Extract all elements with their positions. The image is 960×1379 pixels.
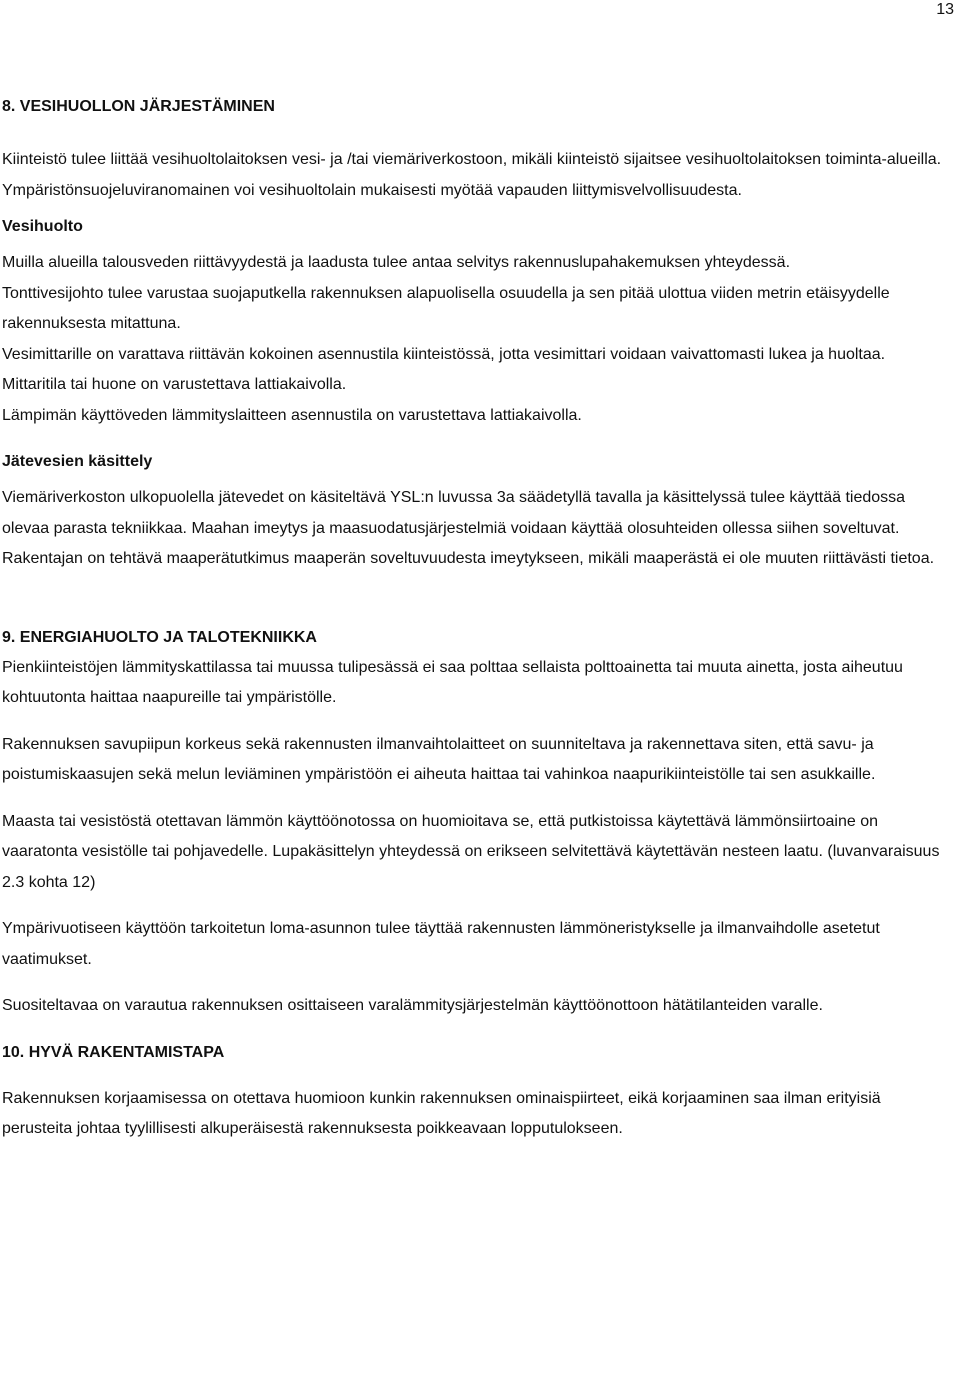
document-body (2, 92, 952, 1145)
vesihuolto-paragraph-1: Muilla alueilla talousveden riittävyydestä ja laadusta tulee antaa selvitys rakennuslupahakemuksen yhteydessä. (2, 254, 791, 271)
section-9-paragraph-2: Rakennuksen savupiipun korkeus sekä rakennusten ilmanvaihtolaitteet on suunniteltava ja rakennettava siten, että savu- ja poistumiskaasujen sekä melun leviäminen ympäristöön ei aiheuta haittaa tai vahinkoa naapurikiinteistölle tai sen asukkaille. (2, 735, 876, 783)
vesihuolto-heading: Vesihuolto (2, 218, 83, 235)
vesihuolto-paragraph-4: Lämpimän käyttöveden lämmityslaitteen asennustila on varustettava lattiakaivolla. (2, 406, 582, 424)
section-8-heading: 8. VESIHUOLLON JÄRJESTÄMINEN (2, 98, 275, 115)
section-9-paragraph-3: Maasta tai vesistöstä otettavan lämmön käyttöönotossa on huomioitava se, että putkistoissa käytettävä lämmönsiirtoaine on vaaratonta vesistölle tai pohjavedelle. Lupakäsittelyn yhteydessä on erikseen selvitettävä käytettävän nesteen laatu. (luvanvaraisuus 2.3 kohta 12) (2, 812, 940, 891)
section-9-paragraph-4: Ympärivuotiseen käyttöön tarkoitetun loma-asunnon tulee täyttää rakennusten lämmöneristykselle ja ilmanvaihdolle asetetut vaatimukset. (2, 920, 880, 968)
section-10-paragraph-1: Rakennuksen korjaamisessa on otettava huomioon kunkin rakennuksen ominaispiirteet, eikä korjaaminen saa ilman erityisiä perusteita johtaa tyylillisesti alkuperäisestä rakennuksesta poikkeavaan lopputulokseen. (2, 1089, 881, 1137)
jatevesi-heading: Jätevesien käsittely (2, 453, 153, 470)
section-9-heading: 9. ENERGIAHUOLTO JA TALOTEKNIIKKA (2, 628, 317, 646)
section-9-paragraph-5: Suositeltavaa on varautua rakennuksen osittaiseen varalämmitysjärjestelmän käyttöönottoon hätätilanteiden varalle. (2, 997, 823, 1014)
vesihuolto-paragraph-2: Tonttivesijohto tulee varustaa suojaputkella rakennuksen alapuolisella osuudella ja sen pitää ulottua viiden metrin etäisyydelle rakennuksesta mitattuna. (2, 284, 890, 332)
section-9-paragraph-1: Pienkiinteistöjen lämmityskattilassa tai muussa tulipesässä ei saa polttaa sellaista polttoainetta tai muuta ainetta, josta aiheutuu kohtuutonta haittaa naapureille tai ympäristölle. (2, 658, 903, 706)
page-number: 13 (936, 1, 954, 18)
vesihuolto-paragraph-3: Vesimittarille on varattava riittävän kokoinen asennustila kiinteistössä, jotta vesimittari voidaan vaivattomasti lukea ja huoltaa. Mittaritila tai huone on varustettava lattiakaivolla. (2, 345, 886, 393)
section-8-intro: Kiinteistö tulee liittää vesihuoltolaitoksen vesi- ja /tai viemäriverkostoon, mikäli kiinteistö sijaitsee vesihuoltolaitoksen toiminta-alueilla. Ympäristönsuojeluviranomainen voi vesihuoltolain mukaisesti myötää vapauden liittymisvelvollisuudesta. (2, 151, 942, 199)
section-10-heading: 10. HYVÄ RAKENTAMISTAPA (2, 1043, 225, 1061)
jatevesi-paragraph-1: Viemäriverkoston ulkopuolella jätevedet on käsiteltävä YSL:n luvussa 3a säädetyllä tavalla ja käsittelyssä tulee käyttää tiedossa olevaa parasta tekniikkaa. Maahan imeytys ja maasuodatusjärjestelmiä voidaan käyttää olosuhteiden ollessa siihen soveltuvat. Rakentajan on tehtävä maaperätutkimus maaperän soveltuvuudesta imeytykseen, mikäli maaperästä ei ole muuten riittävästi tietoa. (2, 489, 935, 567)
